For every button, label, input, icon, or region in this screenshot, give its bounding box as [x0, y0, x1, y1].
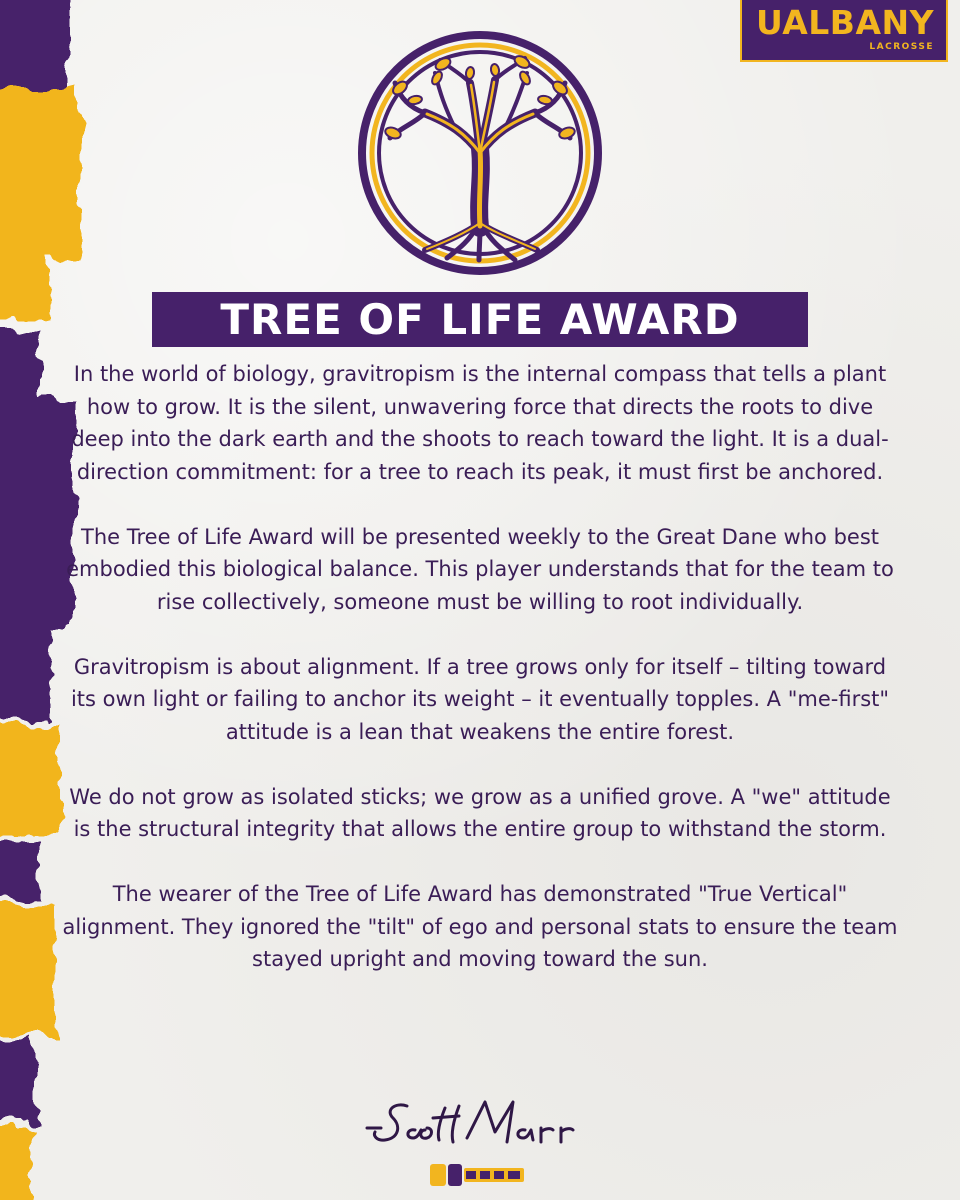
- brand-sub: LACROSSE: [869, 42, 934, 52]
- paragraph-4: We do not grow as isolated sticks; we grow as a unified grove. A "we" attitude is the structural integrity that allows the entire group to withstand the storm.: [69, 784, 891, 841]
- award-description: [62, 358, 898, 1008]
- tree-of-life-emblem-icon: [355, 28, 605, 278]
- paragraph-3: Gravitropism is about alignment. If a tree grows only for itself – tilting toward its own light or failing to anchor its weight – it eventually topples. A "me-first" attitude is a lean that weakens the entire forest.: [70, 654, 890, 744]
- paragraph-5: The wearer of the Tree of Life Award has demonstrated "True Vertical" alignment. They ignored the "tilt" of ego and personal stats to ensure the team stayed upright and moving toward the sun.: [62, 882, 898, 971]
- title-banner: [152, 292, 808, 347]
- paragraph-1: In the world of biology, gravitropism is the internal compass that tells a plant how to grow. It is the silent, unwavering force that directs the roots to dive deep into the dark earth and the shoots to reach toward the light. It is a dual-direction commitment: for a tree to reach its peak, it must first be anchored.: [71, 362, 889, 484]
- signature-mark-icon: [355, 1088, 615, 1158]
- brand-name: UALBANY: [755, 3, 934, 42]
- award-title: TREE OF LIFE AWARD: [220, 295, 740, 344]
- ualbany-lacrosse-badge: [740, 0, 948, 62]
- u4know-logo-icon: [420, 1160, 540, 1190]
- paragraph-2: The Tree of Life Award will be presented weekly to the Great Dane who best embodied this biological balance. This player understands that for the team to rise collectively, someone must be willing to root individually.: [66, 524, 894, 614]
